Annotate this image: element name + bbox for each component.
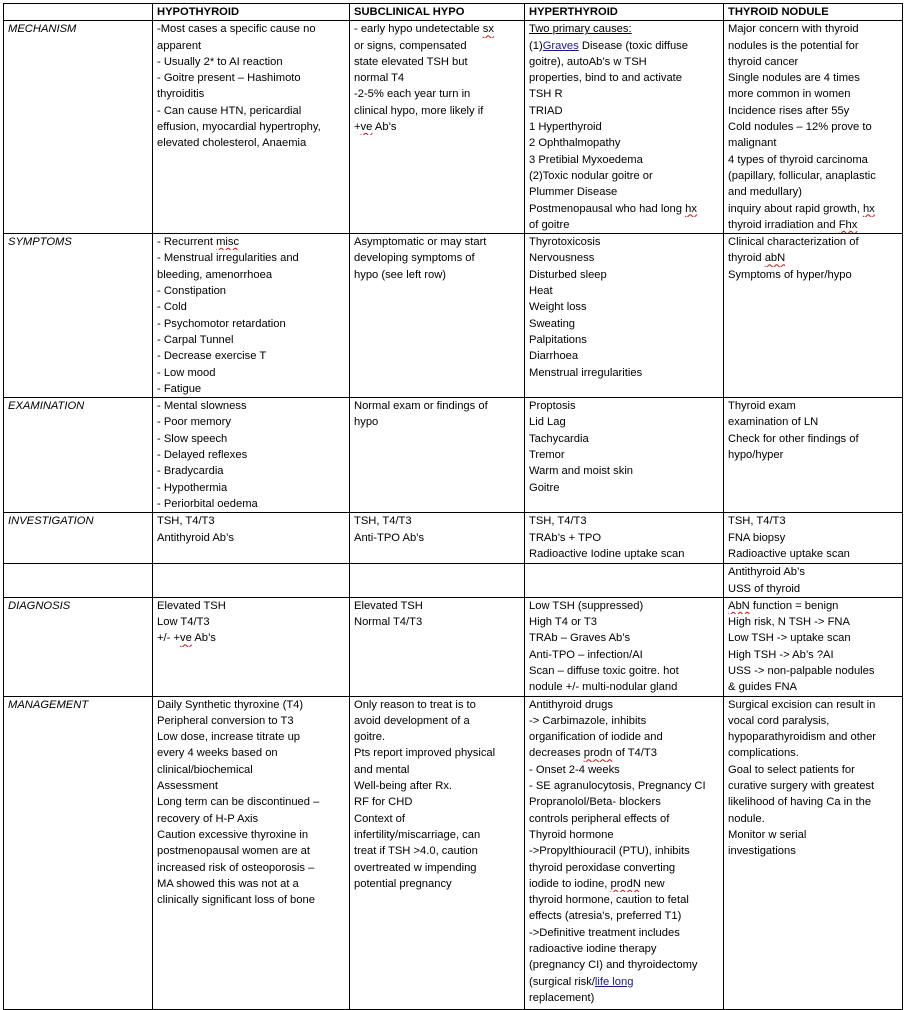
table-row	[4, 696, 903, 1009]
examination-subclinical-hypo-cell	[350, 398, 525, 513]
cell-line: - Periorbital oedema	[157, 497, 258, 510]
cell-line: - Psychomotor retardation	[157, 317, 286, 330]
cell-line: controls peripheral effects of	[529, 812, 670, 825]
cell-line: Only reason to treat is to	[354, 698, 476, 711]
cell-line: Long term can be discontinued –	[157, 796, 320, 809]
cell-line: Check for other findings of	[728, 432, 859, 445]
cell-line: TSH, T4/T3	[157, 515, 215, 528]
cell-line: elevated cholesterol, Anaemia	[157, 137, 307, 150]
cell-line: Normal exam or findings of	[354, 400, 488, 413]
cell-line: Context of	[354, 812, 405, 825]
cell-line: clinical/biochemical	[157, 763, 253, 776]
cell-line: nodule +/- multi-nodular gland	[529, 681, 678, 694]
cell-line: investigations	[728, 845, 796, 858]
cell-line: ->Definitive treatment includes	[529, 926, 680, 939]
cell-line: TSH, T4/T3	[529, 515, 587, 528]
cell-line: Goitre	[529, 481, 560, 494]
cell-line: examination of LN	[728, 416, 819, 429]
spellcheck-word: abN	[764, 252, 786, 265]
cell-line: (pregnancy CI) and thyroidectomy	[529, 959, 698, 972]
cell-line: Monitor w serial	[728, 828, 807, 841]
cell-line: Caution excessive thyroxine in	[157, 828, 309, 841]
header-hypothyroid: HYPOTHYROID	[153, 4, 350, 21]
empty-cell	[4, 564, 153, 598]
management-thyroid-nodule-cell	[724, 696, 903, 1009]
mechanism-thyroid-nodule-cell	[724, 21, 903, 234]
cell-line: hypoparathyroidism and other	[728, 731, 877, 744]
cell-line: Major concern with thyroid	[728, 23, 859, 36]
cell-line: - Usually 2* to AI reaction	[157, 55, 283, 68]
cell-line: AbN function = benign	[728, 599, 839, 612]
examination-hyperthyroid-cell	[525, 398, 724, 513]
cell-line: MA showed this was not at a	[157, 877, 299, 890]
cell-line: vocal cord paralysis,	[728, 714, 830, 727]
investigation-subclinical-hypo-cell	[350, 513, 525, 564]
header-blank-cell	[4, 4, 153, 21]
management-subclinical-hypo-cell	[350, 696, 525, 1009]
cell-line: Normal T4/T3	[354, 616, 423, 629]
cell-line: TSH R	[529, 88, 563, 101]
cell-line: state elevated TSH but	[354, 55, 468, 68]
row-label-mechanism: MECHANISM	[4, 21, 153, 234]
investigation-hyperthyroid-cell	[525, 513, 724, 564]
cell-line: thyroid hormone, caution to fetal	[529, 894, 689, 907]
spellcheck-word: Fhx	[838, 218, 858, 231]
symptoms-subclinical-hypo-cell	[350, 234, 525, 398]
cell-line: nodules is the potential for	[728, 39, 859, 52]
empty-cell	[153, 564, 350, 598]
cell-line: goitre), autoAb’s w TSH	[529, 55, 647, 68]
cell-line: thyroid cancer	[728, 55, 799, 68]
cell-line: overtreated w impending	[354, 861, 477, 874]
cell-line: High T4 or T3	[529, 616, 597, 629]
table-row	[4, 21, 903, 234]
row-label-symptoms: SYMPTOMS	[4, 234, 153, 398]
symptoms-hypothyroid-cell	[153, 234, 350, 398]
cell-line: recovery of H-P Axis	[157, 812, 259, 825]
cell-line: more common in women	[728, 88, 851, 101]
hyperlink-text[interactable]: Graves	[542, 39, 579, 52]
cell-line: Diarrhoea	[529, 350, 579, 363]
cell-line: - Constipation	[157, 285, 227, 298]
spellcheck-word: ve	[360, 121, 373, 134]
cell-line: increased risk of osteoporosis –	[157, 861, 315, 874]
cell-line: Weight loss	[529, 301, 587, 314]
row-label-diagnosis: DIAGNOSIS	[4, 597, 153, 696]
row-label-investigation: INVESTIGATION	[4, 513, 153, 564]
cell-line: - Recurrent misc	[157, 236, 240, 249]
cell-line: -2-5% each year turn in	[354, 88, 471, 101]
cell-line: Thyrotoxicosis	[529, 236, 601, 249]
cell-line: +ve Ab’s	[354, 121, 397, 134]
cell-line: Surgical excision can result in	[728, 698, 876, 711]
cell-line: Two primary causes:	[529, 23, 632, 36]
cell-line: (2)Toxic nodular goitre or	[529, 169, 653, 182]
spellcheck-word: prodN	[610, 877, 641, 890]
cell-line: hypo (see left row)	[354, 268, 447, 281]
diagnosis-hyperthyroid-cell	[525, 597, 724, 696]
cell-line: Anti-TPO – infection/AI	[529, 648, 643, 661]
cell-line: developing symptoms of	[354, 252, 475, 265]
cell-line: thyroid irradiation and Fhx	[728, 218, 858, 231]
cell-line: properties, bind to and activate	[529, 72, 682, 85]
cell-line: - Cold	[157, 301, 187, 314]
cell-line: Elevated TSH	[157, 599, 226, 612]
cell-line: 1 Hyperthyroid	[529, 121, 602, 134]
cell-line: Anti-TPO Ab’s	[354, 531, 425, 544]
investigation-thyroid-nodule-cell	[724, 513, 903, 564]
symptoms-thyroid-nodule-cell	[724, 234, 903, 398]
cell-line: 3 Pretibial Myxoedema	[529, 153, 643, 166]
mechanism-subclinical-hypo-cell	[350, 21, 525, 234]
cell-line: or signs, compensated	[354, 39, 467, 52]
spellcheck-word: misc	[216, 236, 240, 249]
cell-line: Elevated TSH	[354, 599, 423, 612]
empty-cell	[350, 564, 525, 598]
cell-line: FNA biopsy	[728, 531, 786, 544]
cell-line: +/- +ve Ab’s	[157, 632, 216, 645]
hyperlink-text[interactable]: life long	[594, 975, 634, 988]
cell-line: Warm and moist skin	[529, 465, 634, 478]
header-hyperthyroid: HYPERTHYROID	[525, 4, 724, 21]
table-row	[4, 597, 903, 696]
cell-line: Thyroid exam	[728, 400, 796, 413]
cell-line: RF for CHD	[354, 796, 413, 809]
spellcheck-word: hx	[862, 202, 875, 215]
cell-line: every 4 weeks based on	[157, 747, 278, 760]
cell-line: (papillary, follicular, anaplastic	[728, 169, 876, 182]
cell-line: decreases prodn of T4/T3	[529, 747, 657, 760]
examination-thyroid-nodule-cell	[724, 398, 903, 513]
cell-line: Daily Synthetic thyroxine (T4)	[157, 698, 304, 711]
cell-line: Low dose, increase titrate up	[157, 731, 301, 744]
cell-line: Well-being after Rx.	[354, 780, 453, 793]
investigation-thyroid-nodule-continued-cell	[724, 564, 903, 598]
cell-line: USS of thyroid	[728, 582, 801, 595]
management-hypothyroid-cell	[153, 696, 350, 1009]
cell-line: - SE agranulocytosis, Pregnancy CI	[529, 780, 706, 793]
cell-line: Lid Lag	[529, 416, 566, 429]
cell-line: 4 types of thyroid carcinoma	[728, 153, 868, 166]
cell-line: & guides FNA	[728, 681, 798, 694]
cell-line: Clinical characterization of	[728, 236, 859, 249]
cell-line: Radioactive Iodine uptake scan	[529, 547, 685, 560]
cell-line: Peripheral conversion to T3	[157, 714, 294, 727]
spellcheck-word: hx	[685, 202, 697, 215]
cell-line: Antithyroid Ab’s	[728, 566, 805, 579]
cell-line: - Can cause HTN, pericardial	[157, 104, 302, 117]
cell-line: replacement)	[529, 991, 595, 1004]
cell-line: Incidence rises after 55y	[728, 104, 850, 117]
cell-line: -Most cases a specific cause no	[157, 23, 316, 36]
life-long-link[interactable]: (surgical risk/life long	[529, 975, 634, 988]
diagnosis-hypothyroid-cell	[153, 597, 350, 696]
diagnosis-subclinical-hypo-cell	[350, 597, 525, 696]
cell-line: Low T4/T3	[157, 616, 210, 629]
management-hyperthyroid-cell	[525, 696, 724, 1009]
investigation-hypothyroid-cell	[153, 513, 350, 564]
cell-line: Scan – diffuse toxic goitre. hot	[529, 664, 679, 677]
cell-line: (1)Graves Disease (toxic diffuse	[529, 39, 688, 52]
header-subclinical-hypo: SUBCLINICAL HYPO	[350, 4, 525, 21]
cell-line: Sweating	[529, 317, 576, 330]
cell-line: - early hypo undetectable sx	[354, 23, 494, 36]
cell-line: - Goitre present – Hashimoto	[157, 72, 301, 85]
cell-line: hypo	[354, 416, 379, 429]
cell-line: Assessment	[157, 780, 218, 793]
cell-line: likelihood of having Ca in the	[728, 796, 872, 809]
cell-line: TSH, T4/T3	[354, 515, 412, 528]
cell-line: and medullary)	[728, 186, 802, 199]
cell-line: Disturbed sleep	[529, 268, 607, 281]
cell-line: - Onset 2-4 weeks	[529, 763, 620, 776]
cell-line: - Fatigue	[157, 382, 202, 395]
cell-line: - Menstrual irregularities and	[157, 252, 299, 265]
table-row	[4, 513, 903, 564]
cell-line: Menstrual irregularities	[529, 366, 643, 379]
cell-line: organification of iodide and	[529, 731, 663, 744]
cell-line: thyroid abN	[728, 252, 786, 265]
cell-line: normal T4	[354, 72, 405, 85]
cell-line: Heat	[529, 285, 553, 298]
cell-line: TRAb – Graves Ab’s	[529, 632, 631, 645]
cell-line: - Slow speech	[157, 432, 228, 445]
cell-line: complications.	[728, 747, 799, 760]
cell-line: effusion, myocardial hypertrophy,	[157, 121, 321, 134]
cell-line: Single nodules are 4 times	[728, 72, 860, 85]
cell-line: clinical hypo, more likely if	[354, 104, 484, 117]
cell-line: Pts report improved physical	[354, 747, 496, 760]
cell-line: Symptoms of hyper/hypo	[728, 268, 852, 281]
examination-hypothyroid-cell	[153, 398, 350, 513]
mechanism-hypothyroid-cell	[153, 21, 350, 234]
cell-line: - Bradycardia	[157, 465, 224, 478]
cell-line: curative surgery with greatest	[728, 780, 875, 793]
cell-line: ->Propylthiouracil (PTU), inhibits	[529, 845, 690, 858]
cell-line: goitre.	[354, 731, 386, 744]
cell-line: Antithyroid Ab’s	[157, 531, 234, 544]
cell-line: Postmenopausal who had long hx	[529, 202, 697, 215]
cell-line: High TSH -> Ab’s ?AI	[728, 648, 834, 661]
cell-line: Thyroid hormone	[529, 828, 614, 841]
cell-line: infertility/miscarriage, can	[354, 828, 481, 841]
cell-line: Plummer Disease	[529, 186, 618, 199]
cell-line: radioactive iodine therapy	[529, 943, 657, 956]
cell-line: TRAb’s + TPO	[529, 531, 602, 544]
cell-line: of goitre	[529, 218, 570, 231]
cell-line: TSH, T4/T3	[728, 515, 786, 528]
empty-cell	[525, 564, 724, 598]
cell-line: and mental	[354, 763, 410, 776]
cell-line: effects (atresia’s, preferred T1)	[529, 910, 682, 923]
cell-line: Propranolol/Beta- blockers	[529, 796, 661, 809]
thyroid-comparison-table	[3, 3, 903, 1010]
cell-line: Cold nodules – 12% prove to	[728, 121, 872, 134]
cell-line: postmenopausal women are at	[157, 845, 310, 858]
diagnosis-thyroid-nodule-cell	[724, 597, 903, 696]
spellcheck-word: prodn	[583, 747, 613, 760]
spellcheck-word: ve	[180, 632, 192, 645]
cell-line: High risk, N TSH -> FNA	[728, 616, 850, 629]
cell-line: treat if TSH >4.0, caution	[354, 845, 478, 858]
cell-line: avoid development of a	[354, 714, 470, 727]
cell-line: 2 Ophthalmopathy	[529, 137, 621, 150]
cell-line: hypo/hyper	[728, 449, 784, 462]
table-row-continued	[4, 564, 903, 598]
cell-line: Tremor	[529, 449, 565, 462]
row-label-management: MANAGEMENT	[4, 696, 153, 1009]
cell-line: iodide to iodine, prodN new	[529, 877, 665, 890]
cell-line: Proptosis	[529, 400, 576, 413]
table-row	[4, 398, 903, 513]
symptoms-hyperthyroid-cell	[525, 234, 724, 398]
cell-line: Low TSH (suppressed)	[529, 599, 644, 612]
cell-line: thyroiditis	[157, 88, 205, 101]
spellcheck-word: sx	[482, 23, 494, 36]
cell-line: - Low mood	[157, 366, 216, 379]
cell-line: Low TSH -> uptake scan	[728, 632, 851, 645]
cell-line: Nervousness	[529, 252, 595, 265]
cell-line: apparent	[157, 39, 202, 52]
cell-line: clinically significant loss of bone	[157, 894, 315, 907]
cell-line: USS -> non-palpable nodules	[728, 664, 875, 677]
cell-line: Asymptomatic or may start	[354, 236, 487, 249]
cell-line: Radioactive uptake scan	[728, 547, 850, 560]
cell-line: Antithyroid drugs	[529, 698, 613, 711]
cell-line: nodule.	[728, 812, 765, 825]
cell-line: potential pregnancy	[354, 877, 452, 890]
cell-line: malignant	[728, 137, 777, 150]
spellcheck-word: AbN	[728, 599, 750, 612]
cell-line: -> Carbimazole, inhibits	[529, 714, 647, 727]
mechanism-hyperthyroid-cell	[525, 21, 724, 234]
header-row	[4, 4, 903, 21]
cell-line: Tachycardia	[529, 432, 589, 445]
header-thyroid-nodule: THYROID NODULE	[724, 4, 903, 21]
cell-line: Palpitations	[529, 333, 587, 346]
cell-line: - Poor memory	[157, 416, 231, 429]
cell-line: bleeding, amenorrhoea	[157, 268, 273, 281]
cell-line: - Delayed reflexes	[157, 449, 248, 462]
cell-line: - Mental slowness	[157, 400, 247, 413]
cell-line: - Hypothermia	[157, 481, 228, 494]
cell-line: Goal to select patients for	[728, 763, 855, 776]
cell-line: TRIAD	[529, 104, 563, 117]
cell-line: inquiry about rapid growth, hx	[728, 202, 875, 215]
cell-line: thyroid peroxidase converting	[529, 861, 676, 874]
table-row	[4, 234, 903, 398]
row-label-examination: EXAMINATION	[4, 398, 153, 513]
cell-line: - Carpal Tunnel	[157, 333, 234, 346]
cell-line: - Decrease exercise T	[157, 350, 267, 363]
